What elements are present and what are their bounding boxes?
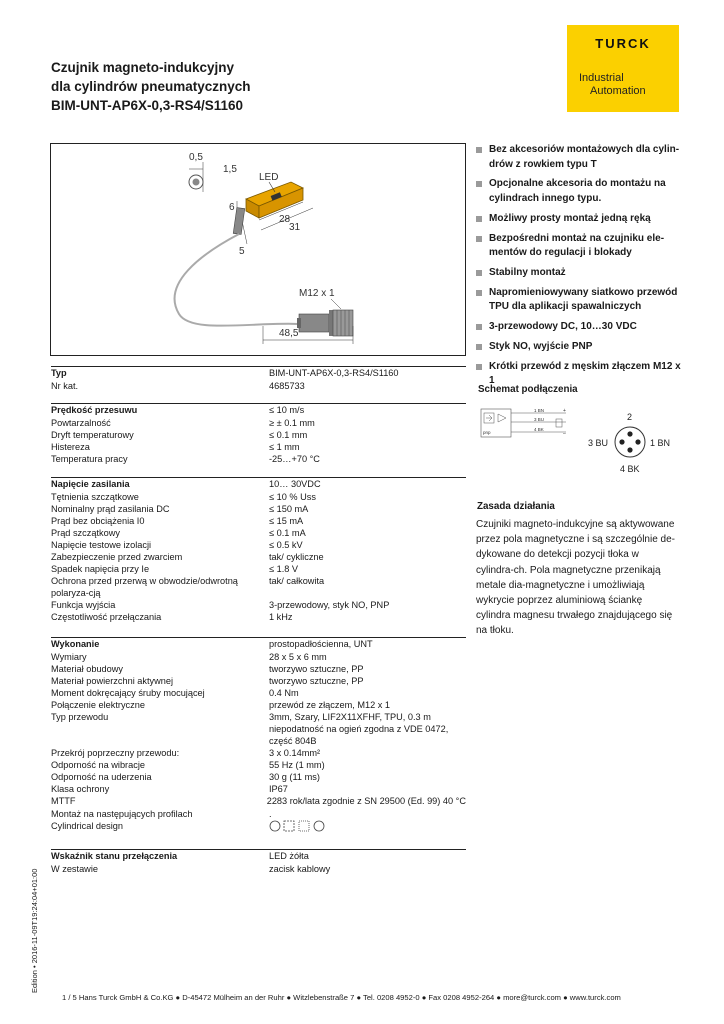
spec-key: Materiał obudowy: [51, 663, 124, 674]
sensor-drawing-svg: [51, 144, 465, 355]
spec-key: Klasa ochrony: [51, 784, 110, 795]
turck-logo: [567, 25, 679, 112]
product-title: [51, 58, 381, 115]
spec-key: MTTF: [51, 796, 76, 807]
spec-key: Cylindrical design: [51, 820, 124, 831]
table-row: [51, 611, 466, 623]
table-row: [51, 637, 466, 651]
spec-value: 3 x 0.14mm²: [269, 748, 321, 759]
pin-3-label: 3 BU: [588, 438, 609, 448]
table-row: [51, 380, 466, 392]
logo-wordmark: TURCK: [595, 36, 651, 51]
spec-general: [51, 366, 466, 392]
feature-item: Opcjonalne akcesoria do montażu na cylindrach innego typu.: [476, 177, 681, 206]
table-row: [51, 675, 466, 687]
table-row: [51, 563, 466, 575]
pin-4-label: 4 BK: [620, 464, 640, 474]
spec-key: Moment dokręcający śruby mocującej: [51, 687, 205, 698]
dim-05: 0,5: [189, 152, 203, 163]
spec-key: Typ przewodu: [51, 711, 109, 722]
spec-value: BIM-UNT-AP6X-0,3-RS4/S1160: [269, 368, 399, 378]
table-row: [51, 417, 466, 429]
spec-key: Prąd szczątkowy: [51, 527, 120, 538]
table-row: [51, 491, 466, 503]
wire-bu: 3 BU: [534, 417, 545, 422]
spec-value: ≤ 150 mA: [269, 503, 309, 514]
svg-text:+: +: [563, 408, 566, 414]
table-row: [51, 711, 466, 723]
feature-item: Krótki przewód z męskim złączem M12 x 1: [476, 360, 681, 389]
table-row: [51, 723, 466, 747]
table-row: [51, 575, 466, 599]
spec-key: Wskaźnik stanu przełączenia: [51, 851, 178, 861]
table-row: [51, 663, 466, 675]
spec-value: ≤ 0.1 mA: [269, 527, 306, 538]
table-row: [51, 366, 466, 380]
feature-item: Styk NO, wyjście PNP: [476, 340, 681, 355]
spec-key: Prędkość przesuwu: [51, 405, 138, 415]
spec-indicator: [51, 849, 466, 875]
table-row: [51, 477, 466, 491]
feature-item: Możliwy prosty montaż jedną ręką: [476, 212, 681, 227]
table-row: [51, 515, 466, 527]
dim-5: 5: [239, 246, 245, 257]
square-profile-icon: [284, 821, 294, 831]
spec-value: ≥ ± 0.1 mm: [269, 417, 315, 428]
table-row: [51, 527, 466, 539]
feature-item: 3-przewodowy DC, 10…30 VDC: [476, 320, 681, 335]
connector-body: [299, 314, 329, 332]
spec-value: ≤ 0.1 mm: [269, 429, 308, 440]
spec-key: Napięcie zasilania: [51, 479, 130, 489]
spec-value: przewód ze złączem, M12 x 1: [269, 699, 391, 710]
table-row: [51, 429, 466, 441]
dim-6: 6: [229, 202, 235, 213]
logo-line-automation: Automation: [590, 85, 646, 97]
table-row: [51, 795, 466, 807]
spec-key: Typ: [51, 368, 67, 378]
table-row: [51, 453, 466, 465]
spec-key: Histereza: [51, 441, 90, 452]
table-row: [51, 759, 466, 771]
cylinder-profile-icons: [269, 820, 466, 834]
spec-key: Materiał powierzchni aktywnej: [51, 675, 174, 686]
round-profile-icon: [270, 821, 280, 831]
pin-1-label: 1 BN: [650, 438, 671, 448]
spec-key: Wymiary: [51, 651, 87, 662]
table-row: [51, 771, 466, 783]
table-row: [51, 599, 466, 611]
cable-stub: [233, 208, 245, 235]
spec-key: Temperatura pracy: [51, 453, 128, 464]
connector-pinout: [585, 408, 680, 478]
spec-key: Tętnienia szczątkowe: [51, 491, 139, 502]
spec-key: Napięcie testowe izolacji: [51, 539, 152, 550]
spec-key: W zestawie: [51, 863, 98, 874]
table-row: [51, 699, 466, 711]
principle-text: Czujniki magneto-indukcyjne są aktywowane przez pola magnetyczne i są szczególnie de-dykowane do detekcji pozycji tłoka w cylindra-ch. Pola magnetyczne przenikają metale dia-magnetyczne i umożliwiają wykrycie poprzez aluminiową ściankę cylindra magnesu trwałego znajdującego się na tłoku.: [476, 519, 675, 637]
spec-key: [51, 723, 269, 747]
spec-speed: [51, 403, 466, 465]
spec-value: 3-przewodowy, styk NO, PNP: [269, 600, 390, 611]
spec-value: tak/ całkowita: [269, 576, 325, 587]
spec-value: ≤ 15 mA: [269, 515, 304, 526]
table-row: [51, 441, 466, 453]
spec-value: 10… 30VDC: [269, 479, 321, 489]
label-led: LED: [259, 172, 279, 183]
table-row: [51, 551, 466, 563]
spec-key: Przekrój poprzeczny przewodu:: [51, 748, 180, 759]
cable-line: [175, 234, 299, 326]
spec-key: Nominalny prąd zasilania DC: [51, 503, 170, 514]
tie-rod-profile-icon: [299, 821, 309, 831]
feature-item: Bez akcesoriów montażowych dla cylin-drów z rowkiem typu T: [476, 143, 681, 172]
spec-value: ≤ 1 mm: [269, 441, 300, 452]
spec-value: tworzywo sztuczne, PP: [269, 663, 364, 674]
edition-stamp: Edition • 2016-11-09T19:24:04+01:00: [30, 868, 39, 993]
spec-value: 2283 rok/lata zgodnie z SN 29500 (Ed. 99) 40 °C: [266, 796, 466, 807]
spec-value: 0.4 Nm: [269, 687, 299, 698]
spec-key: Spadek napięcia przy Ie: [51, 564, 150, 575]
spec-key: Zabezpieczenie przed zwarciem: [51, 551, 183, 562]
table-row: [51, 783, 466, 795]
spec-key: Dryft temperaturowy: [51, 429, 134, 440]
screw-center-shape: [193, 179, 200, 186]
spec-value: 4685733: [269, 380, 305, 391]
spec-key: Nr kat.: [51, 380, 79, 391]
spec-key: Prąd bez obciążenia I0: [51, 515, 145, 526]
page-footer: 1 / 5 Hans Turck GmbH & Co.KG ● D-45472 Mülheim an der Ruhr ● Witzlebenstraße 7 ● Tel. 0208 4952-0 ● Fax 0208 4952-264 ● more@turck.com ● www.turck.com: [62, 993, 621, 1002]
feature-list: [476, 143, 681, 394]
feature-item: Bezpośredni montaż na czujniku ele-mentów do regulacji i blokady: [476, 232, 681, 261]
wire-bn: 1 BN: [534, 408, 545, 413]
spec-key: Powtarzalność: [51, 417, 111, 428]
table-row: [51, 820, 466, 834]
spec-value: 28 x 5 x 6 mm: [269, 651, 327, 662]
title-line-3: BIM-UNT-AP6X-0,3-RS4/S1160: [51, 98, 244, 113]
dim-28: 28: [279, 214, 291, 225]
spec-power: [51, 477, 466, 623]
spec-key: Funkcja wyjścia: [51, 600, 116, 611]
wiring-diagram: [480, 405, 570, 440]
spec-value: ≤ 0.5 kV: [269, 539, 303, 550]
spec-value: tworzywo sztuczne, PP: [269, 675, 364, 686]
feature-item: Napromieniowywany siatkowo przewód TPU dla aplikacji spawalniczych: [476, 286, 681, 315]
dim-31: 31: [289, 222, 301, 233]
label-connector: M12 x 1: [299, 288, 335, 299]
spec-key: Połączenie elektryczne: [51, 699, 145, 710]
spec-value: 55 Hz (1 mm): [269, 760, 325, 771]
spec-key: Wykonanie: [51, 639, 100, 649]
table-row: [51, 403, 466, 417]
spec-design: [51, 637, 466, 834]
table-row: [51, 687, 466, 699]
spec-value: niepodatność na ogień zgodna z VDE 0472, część 804B: [269, 724, 449, 747]
spec-value: LED żółta: [269, 851, 309, 861]
spec-value: 3mm, Szary, LIF2X11XFHF, TPU, 0.3 m: [269, 711, 431, 722]
table-row: [51, 808, 466, 820]
spec-value: tak/ cykliczne: [269, 551, 324, 562]
svg-text:–: –: [563, 431, 566, 437]
pin-2-label: 2: [627, 412, 633, 422]
spec-value: zacisk kablowy: [269, 863, 331, 874]
wiring-heading: Schemat podłączenia: [478, 384, 578, 395]
principle-heading: Zasada działania: [477, 501, 555, 512]
title-line-2: dla cylindrów pneumatycznych: [51, 79, 251, 94]
spec-value: 1 kHz: [269, 612, 293, 623]
spec-key: Odporność na wibracje: [51, 760, 145, 771]
spec-value: -25…+70 °C: [269, 453, 320, 464]
dimension-drawing: [50, 143, 466, 356]
dim-485: 48,5: [279, 328, 299, 339]
table-row: [51, 863, 466, 875]
table-row: [51, 503, 466, 515]
title-line-1: Czujnik magneto-indukcyjny: [51, 60, 235, 75]
spec-value: ≤ 1.8 V: [269, 564, 299, 575]
connector-nut: [333, 310, 353, 336]
spec-key: Montaż na następujących profilach: [51, 808, 193, 819]
spec-key: Ochrona przed przerwą w obwodzie/odwrotną polaryza-cją: [51, 576, 238, 599]
table-row: [51, 849, 466, 863]
feature-item: Stabilny montaż: [476, 266, 681, 281]
dim-15: 1,5: [223, 164, 237, 175]
spec-value: ≤ 10 % Uss: [269, 491, 316, 502]
spec-key: Odporność na uderzenia: [51, 772, 152, 783]
table-row: [51, 539, 466, 551]
wire-pnp: pnp: [483, 430, 491, 435]
spec-value: IP67: [269, 784, 288, 795]
spec-value: 30 g (11 ms): [269, 772, 320, 783]
table-row: [51, 747, 466, 759]
spec-value: .: [269, 808, 272, 819]
wire-bk: 4 BK: [534, 427, 544, 432]
spec-key: Częstotliwość przełączania: [51, 612, 162, 623]
table-row: [51, 651, 466, 663]
spec-value: prostopadłościenna, UNT: [269, 639, 373, 649]
spec-value: ≤ 10 m/s: [269, 405, 305, 415]
round-profile-icon-2: [314, 821, 324, 831]
logo-line-industrial: Industrial: [579, 72, 624, 84]
